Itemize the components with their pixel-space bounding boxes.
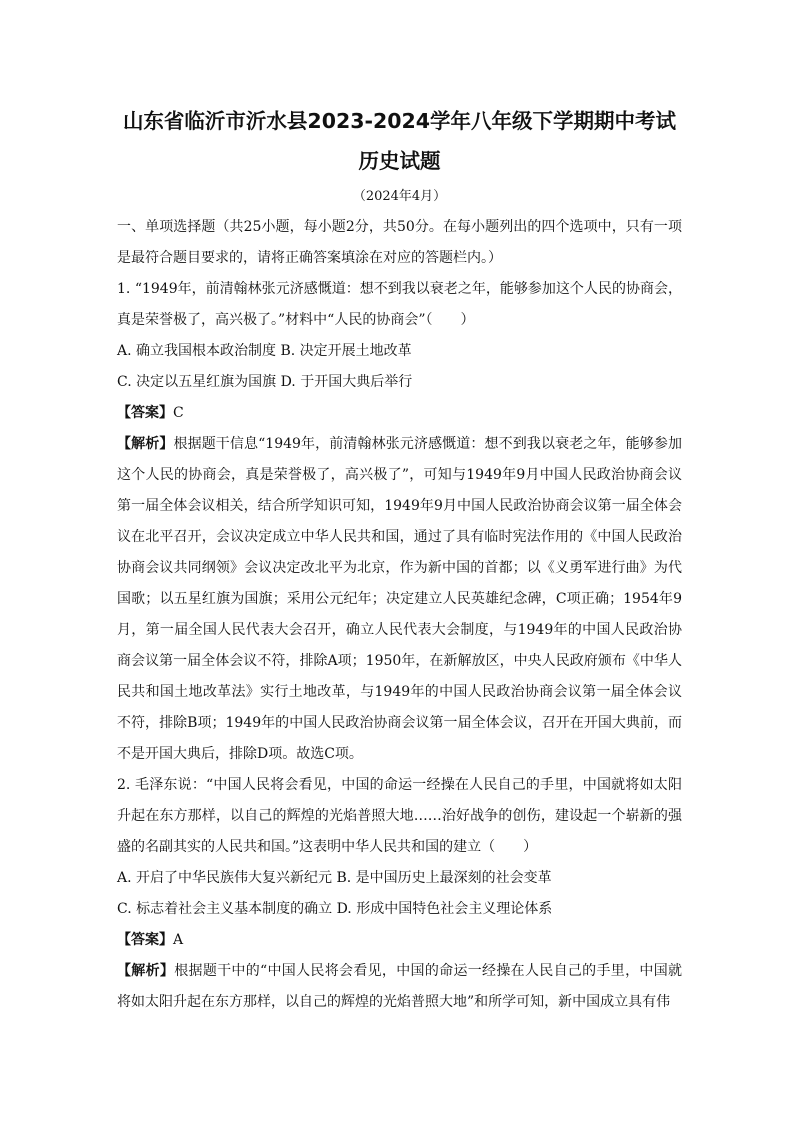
- question-1-answer: [117, 398, 682, 429]
- exam-date: （2024年4月）: [352, 189, 447, 204]
- answer-value: A: [173, 932, 184, 948]
- question-2-analysis: [117, 956, 682, 1018]
- question-2-answer: [117, 925, 682, 956]
- question-2-options-cd: C. 标志着社会主义基本制度的确立 D. 形成中国特色社会主义理论体系: [117, 901, 553, 917]
- section-instructions: 一、单项选择题（共25小题，每小题2分，共50分。在每小题列出的四个选项中，只有一项是最符合题目要求的，请将正确答案填涂在对应的答题栏内。）: [117, 219, 682, 266]
- analysis-label: 【解析】: [117, 963, 175, 979]
- question-1-options-ab: A. 确立我国根本政治制度 B. 决定开展土地改革: [117, 343, 412, 359]
- document-subtitle: 历史试题: [358, 149, 441, 173]
- question-1-stem: 1. “1949年，前清翰林张元济感慨道：想不到我以衰老之年，能够参加这个人民的协商会，真是荣誉极了，高兴极了。”材料中“人民的协商会”（ ）: [117, 281, 682, 328]
- question-2-options-ab: A. 开启了中华民族伟大复兴新纪元 B. 是中国历史上最深刻的社会变革: [117, 870, 552, 886]
- analysis-text: 根据题干中的“中国人民将会看见，中国的命运一经操在人民自己的手里，中国就将如太阳升起在东方那样，以自己的辉煌的光焰普照大地”和所学可知，新中国成立具有伟: [117, 963, 683, 1010]
- question-2-stem: 2. 毛泽东说：“中国人民将会看见，中国的命运一经操在人民自己的手里，中国就将如太阳升起在东方那样，以自己的辉煌的光焰普照大地……治好战争的创伤，建设起一个崭新的强盛的名副其实的人民共和国。”这表明中华人民共和国的建立（ ）: [117, 777, 682, 855]
- answer-label: 【答案】: [117, 932, 173, 948]
- answer-label: 【答案】: [117, 405, 173, 421]
- question-1-analysis: [117, 429, 682, 770]
- answer-value: C: [173, 405, 184, 421]
- analysis-label: 【解析】: [117, 436, 174, 452]
- document-title: 山东省临沂市沂水县2023-2024学年八年级下学期期中考试: [122, 109, 677, 133]
- analysis-text: 根据题干信息“1949年，前清翰林张元济感慨道：想不到我以衰老之年，能够参加这个人民的协商会，真是荣誉极了，高兴极了”，可知与1949年9月中国人民政治协商会议第一届全体会议相关，结合所学知识可知，1949年9月中国人民政治协商会议第一届全体会议在北平召开，会议决定成立中华人民共和国，通过了具有临时宪法作用的《中国人民政治协商会议共同纲领》会议决定改北平为北京，作为新中国的首都；以《义勇军进行曲》为代国歌；以五星红旗为国旗；采用公元纪年；决定建立人民英雄纪念碑，C项正确；1954年9月，第一届全国人民代表大会召开，确立人民代表大会制度，与1949年的中国人民政治协商会议第一届全体会议不符，排除A项；1950年，在新解放区，中央人民政府颁布《中华人民共和国土地改革法》实行土地改革，与1949年的中国人民政治协商会议第一届全体会议不符，排除B项；1949年的中国人民政治协商会议第一届全体会议，召开在开国大典前，而不是开国大典后，排除D项。故选C项。: [117, 436, 683, 762]
- question-1-options-cd: C. 决定以五星红旗为国旗 D. 于开国大典后举行: [117, 374, 413, 390]
